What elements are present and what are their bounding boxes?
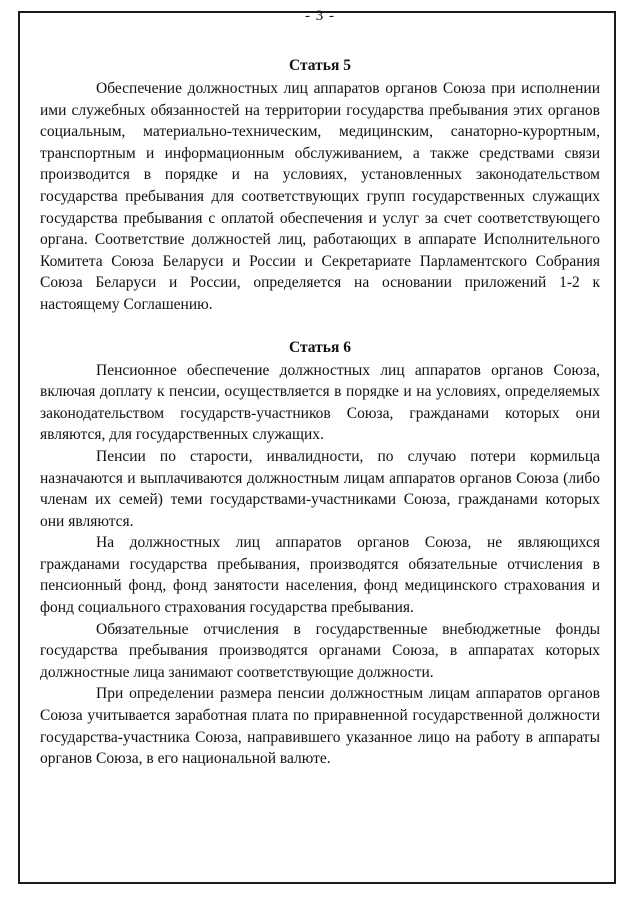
article-title: Статья 5 [289,57,351,74]
paragraph: При определении размера пенсии должностным лицам аппаратов органов Союза учитывается заработная плата по приравненной государственной должности государства-участника Союза, направившего указанное лицо на работу в аппараты органов Союза, в его национальной валюте. [40,685,600,768]
page-number: - 3 - [305,8,335,24]
paragraph: Пенсии по старости, инвалидности, по случаю потери кормильца назначаются и выплачиваются должностным лицам аппаратов органов Союза (либо членам их семей) теми государствами-участниками Союза, гражданами которых они являются. [40,447,600,530]
article-5 [40,56,600,316]
paragraph: Обеспечение должностных лиц аппаратов органов Союза при исполнении ими служебных обязанностей на территории государства пребывания этих органов социальным, материально-техническим, медицинским, санаторно-курортным, транспортным и информационным обслуживанием, а также средствами связи производится в порядке и на условиях, установленных законодательством государства пребывания для соответствующих групп государственных служащих государства пребывания с оплатой обеспечения и услуг за счет соответствующего органа. Соответствие должностей лиц, работающих в аппарате Исполнительного Комитета Союза Беларуси и России и Секретариате Парламентского Собрания Союза Беларуси и России, определяется на основании приложений 1-2 к настоящему Соглашению. [40,80,600,313]
article-title: Статья 6 [289,338,351,356]
document-body [40,56,600,770]
paragraph: Обязательные отчисления в государственные внебюджетные фонды государства пребывания производятся органами Союза, в аппаратах которых должностные лица занимают соответствующие должности. [40,620,600,681]
article-6 [40,338,600,770]
paragraph: На должностных лиц аппаратов органов Союза, не являющихся гражданами государства пребывания, производятся обязательные отчисления в пенсионный фонд, фонд занятости населения, фонд медицинского страхования и фонд социального страхования государства пребывания. [40,534,600,617]
paragraph: Пенсионное обеспечение должностных лиц аппаратов органов Союза, включая доплату к пенсии, осуществляется в порядке и на условиях, определяемых законодательством государств-участников Союза, гражданами которых они являются, для государственных служащих. [40,361,600,444]
